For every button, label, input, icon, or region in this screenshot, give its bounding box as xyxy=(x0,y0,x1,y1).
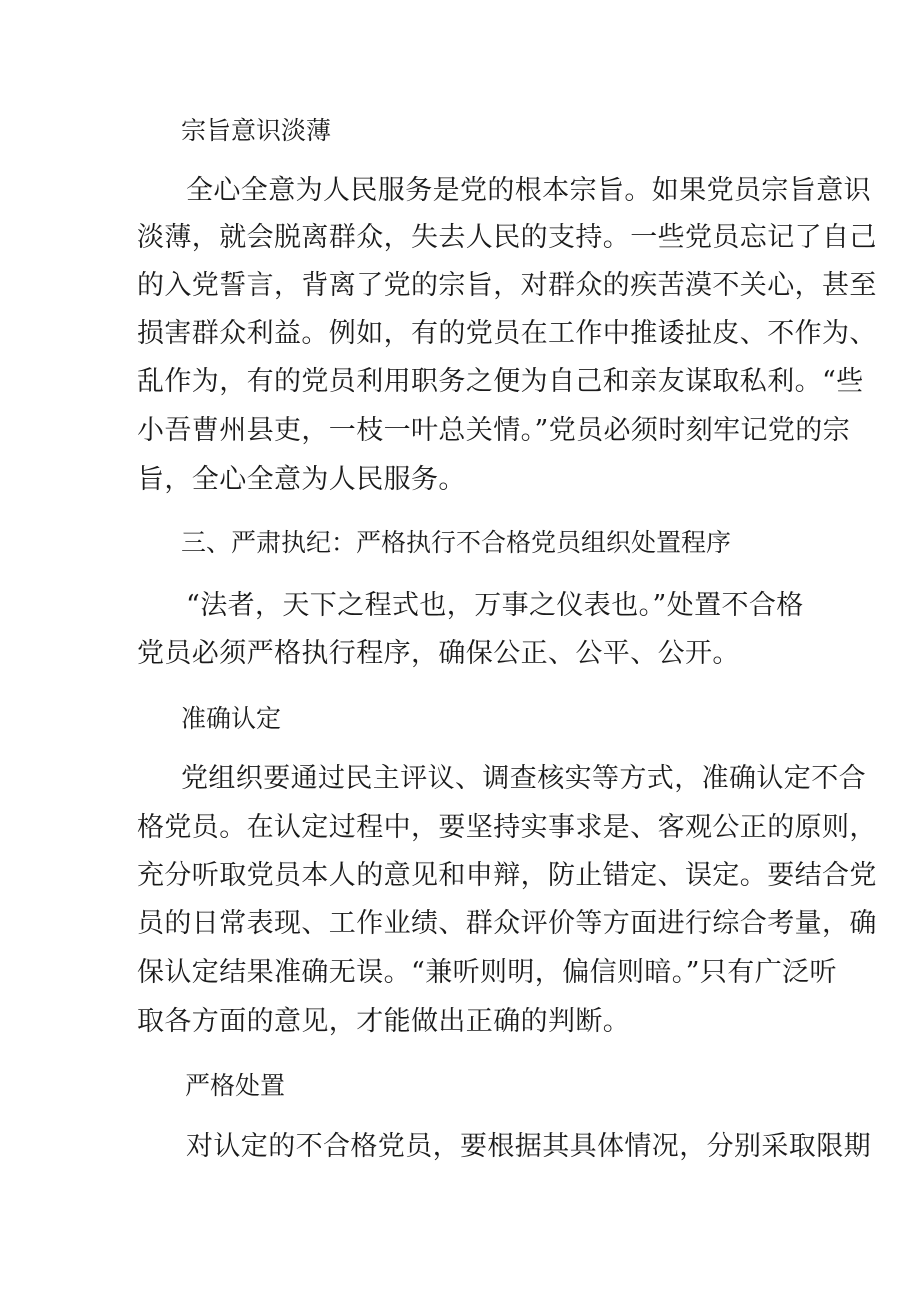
section-heading: 准确认定 xyxy=(181,704,282,733)
paragraph-line: 党员必须严格执行程序，确保公正、公平、公开。 xyxy=(137,638,740,669)
paragraph-line: 的入党誓言，背离了党的宗旨，对群众的疾苦漠不关心，甚至 xyxy=(137,270,877,301)
paragraph-line: 乱作为，有的党员利用职务之便为自己和亲友谋取私利。“些 xyxy=(137,366,864,397)
paragraph-line: 格党员。在认定过程中，要坚持实事求是、客观公正的原则， xyxy=(137,812,877,843)
paragraph-line: 淡薄，就会脱离群众，失去人民的支持。一些党员忘记了自己 xyxy=(137,222,877,253)
paragraph-line: 员的日常表现、工作业绩、群众评价等方面进行综合考量，确 xyxy=(137,908,877,939)
paragraph-line: 旨，全心全意为人民服务。 xyxy=(137,464,466,495)
paragraph-line: 小吾曹州县吏，一枝一叶总关情。”党员必须时刻牢记党的宗 xyxy=(137,415,851,446)
section-heading: 严格处置 xyxy=(185,1071,286,1100)
paragraph-line: 全心全意为人民服务是党的根本宗旨。如果党员宗旨意识 xyxy=(186,175,871,206)
paragraph-line: 党组织要通过民主评议、调查核实等方式，准确认定不合 xyxy=(181,763,866,794)
section-heading: 三、严肃执纪：严格执行不合格党员组织处置程序 xyxy=(181,528,732,557)
paragraph-line: 充分听取党员本人的意见和申辩，防止错定、误定。要结合党 xyxy=(137,860,877,891)
section-heading: 宗旨意识淡薄 xyxy=(181,116,332,145)
paragraph-line: “法者，天下之程式也，万事之仪表也。”处置不合格 xyxy=(186,590,804,621)
paragraph-line: 取各方面的意见，才能做出正确的判断。 xyxy=(137,1006,631,1037)
paragraph-line: 保认定结果准确无误。“兼听则明，偏信则暗。”只有广泛听 xyxy=(137,957,837,988)
paragraph-line: 损害群众利益。例如，有的党员在工作中推诿扯皮、不作为、 xyxy=(137,318,877,349)
paragraph-line: 对认定的不合格党员，要根据其具体情况，分别采取限期 xyxy=(186,1131,871,1162)
